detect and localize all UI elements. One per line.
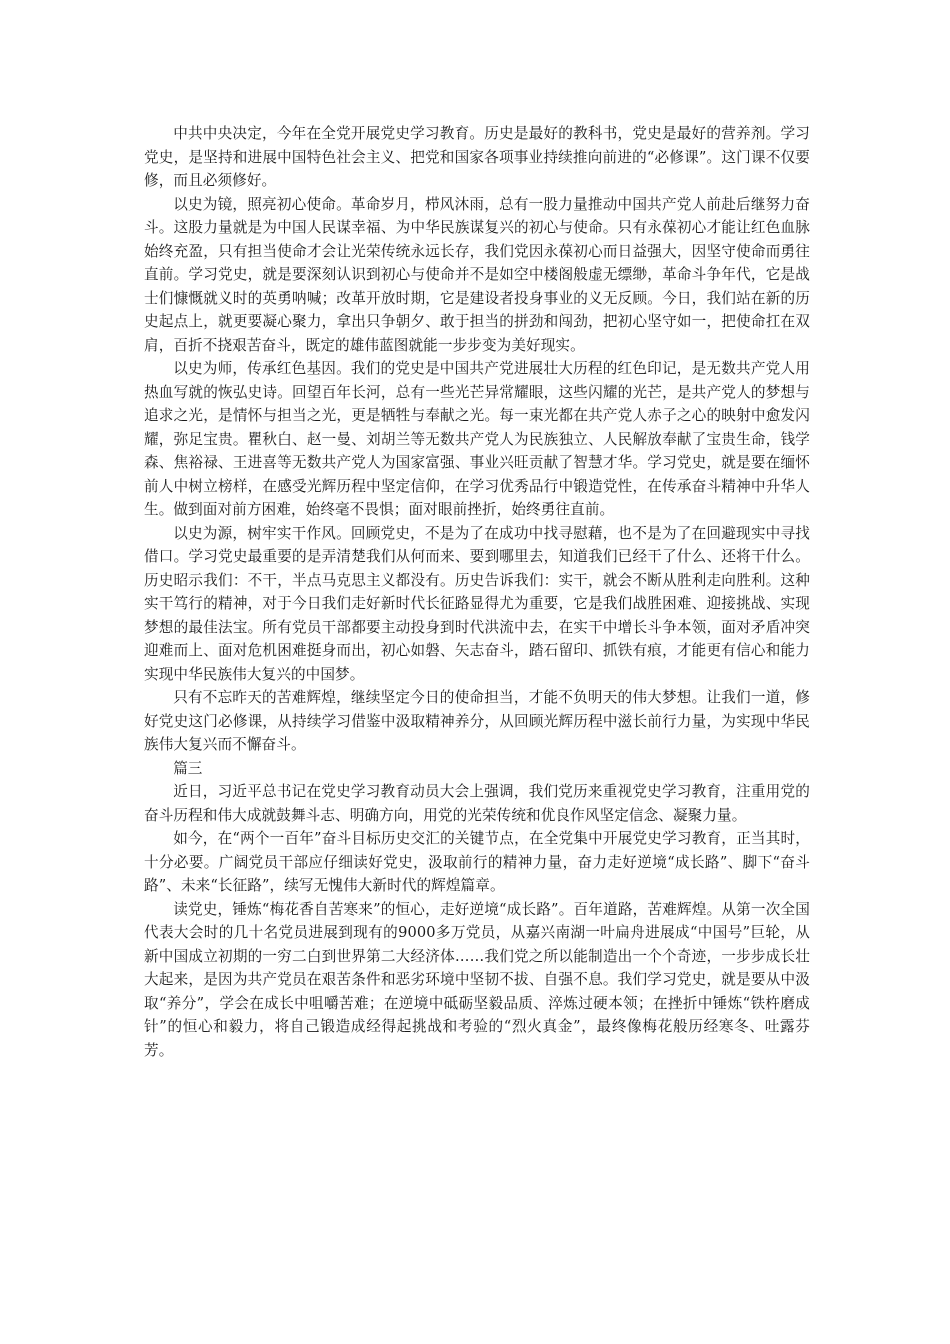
section-heading: 篇三 — [173, 759, 203, 777]
paragraph: 只有不忘昨天的苦难辉煌，继续坚定今日的使命担当，才能不负明天的伟大梦想。让我们一道，修好党史这门必修课，从持续学习借鉴中汲取精神养分，从回顾光辉历程中滋长前行力量，为实现中华民族伟大复兴而不懈奋斗。 — [144, 689, 810, 753]
paragraph: 以史为师，传承红色基因。我们的党史是中国共产党进展壮大历程的红色印记，是无数共产党人用热血写就的恢弘史诗。回望百年长河，总有一些光芒异常耀眼，这些闪耀的光芒，是共产党人的梦想与追求之光，是情怀与担当之光，更是牺牲与奉献之光。每一束光都在共产党人赤子之心的映射中愈发闪耀，弥足宝贵。瞿秋白、赵一曼、刘胡兰等无数共产党人为民族独立、人民解放奉献了宝贵生命，钱学森、焦裕禄、王进喜等无数共产党人为国家富强、事业兴旺贡献了智慧才华。学习党史，就是要在缅怀前人中树立榜样，在感受光辉历程中坚定信仰，在学习优秀品行中锻造党性，在传承奋斗精神中升华人生。做到面对前方困难，始终毫不畏惧；面对眼前挫折，始终勇往直前。 — [144, 360, 810, 518]
document-body — [144, 122, 810, 1062]
paragraph: 读党史，锤炼“梅花香自苦寒来”的恒心，走好逆境“成长路”。百年道路，苦难辉煌。从第一次全国代表大会时的几十名党员进展到现有的9000多万党员，从嘉兴南湖一叶扁舟进展成“中国号”巨轮，从新中国成立初期的一穷二白到世界第二大经济体……我们党之所以能制造出一个个奇迹，一步步成长壮大起来，是因为共产党员在艰苦条件和恶劣环境中坚韧不拔、自强不息。我们学习党史，就是要从中汲取“养分”，学会在成长中咀嚼苦难；在逆境中砥砺坚毅品质、淬炼过硬本领；在挫折中锤炼“铁杵磨成针”的恒心和毅力，将自己锻造成经得起挑战和考验的“烈火真金”，最终像梅花般历经寒冬、吐露芬芳。 — [144, 900, 810, 1059]
paragraph: 以史为镜，照亮初心使命。革命岁月，栉风沐雨，总有一股力量推动中国共产党人前赴后继努力奋斗。这股力量就是为中国人民谋幸福、为中华民族谋复兴的初心与使命。只有永葆初心才能让红色血脉始终充盈，只有担当使命才会让光荣传统永远长存，我们党因永葆初心而日益强大，因坚守使命而勇往直前。学习党史，就是要深刻认识到初心与使命并不是如空中楼阁般虚无缥缈，革命斗争年代，它是战士们慷慨就义时的英勇呐喊；改革开放时期，它是建设者投身事业的义无反顾。今日，我们站在新的历史起点上，就更要凝心聚力，拿出只争朝夕、敢于担当的拼劲和闯劲，把初心坚守如一，把使命扛在双肩，百折不挠艰苦奋斗，既定的雄伟蓝图就能一步步变为美好现实。 — [144, 195, 810, 354]
paragraph: 中共中央决定，今年在全党开展党史学习教育。历史是最好的教科书，党史是最好的营养剂。学习党史，是坚持和进展中国特色社会主义、把党和国家各项事业持续推向前进的“必修课”。这门课不仅要修，而且必须修好。 — [144, 125, 810, 189]
paragraph: 以史为源，树牢实干作风。回顾党史，不是为了在成功中找寻慰藉，也不是为了在回避现实中寻找借口。学习党史最重要的是弄清楚我们从何而来、要到哪里去，知道我们已经干了什么、还将干什么。历史昭示我们：不干，半点马克思主义都没有。历史告诉我们：实干，就会不断从胜利走向胜利。这种实干笃行的精神，对于今日我们走好新时代长征路显得尤为重要，它是我们战胜困难、迎接挑战、实现梦想的最佳法宝。所有党员干部都要主动投身到时代洪流中去，在实干中增长斗争本领，面对矛盾冲突迎难而上、面对危机困难挺身而出，初心如磐、矢志奋斗，踏石留印、抓铁有痕，才能更有信心和能力实现中华民族伟大复兴的中国梦。 — [144, 524, 810, 683]
paragraph: 如今，在“两个一百年”奋斗目标历史交汇的关键节点，在全党集中开展党史学习教育，正当其时，十分必要。广阔党员干部应仔细读好党史，汲取前行的精神力量，奋力走好逆境“成长路”、脚下“奋斗路”、未来“长征路”，续写无愧伟大新时代的辉煌篇章。 — [144, 830, 810, 894]
paragraph: 近日，习近平总书记在党史学习教育动员大会上强调，我们党历来重视党史学习教育，注重用党的奋斗历程和伟大成就鼓舞斗志、明确方向，用党的光荣传统和优良作风坚定信念、凝聚力量。 — [144, 783, 810, 824]
